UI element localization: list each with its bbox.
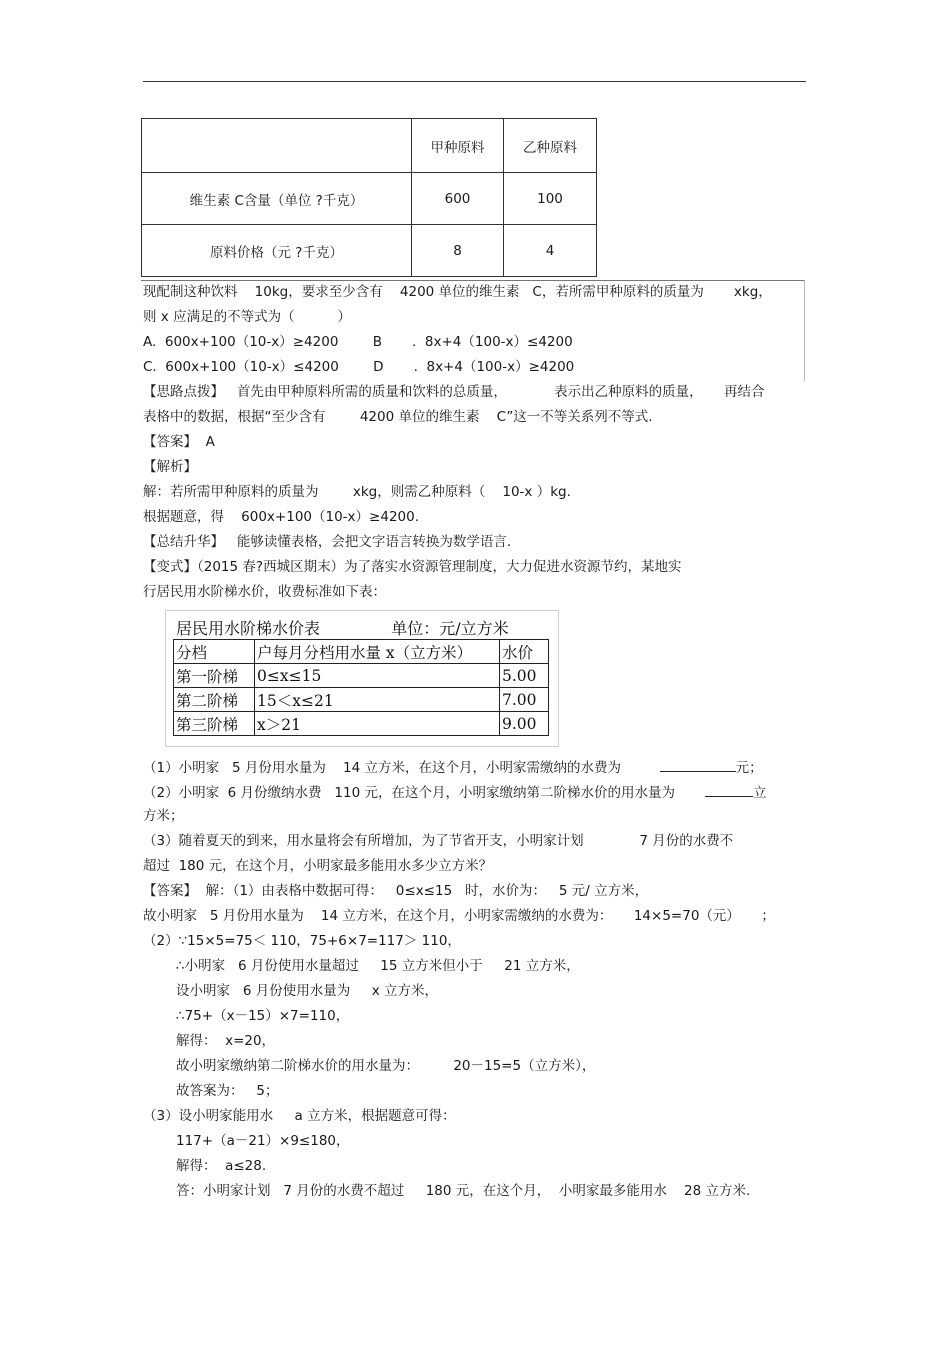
answer-blank xyxy=(660,757,736,772)
subquestion-text: （2）小明家 6 月份缴纳水费 110 元，在这个月，小明家缴纳第二阶梯水价的用水量为 xyxy=(143,785,706,801)
table-cell: 4 xyxy=(504,225,597,277)
table-cell: 9.00 xyxy=(500,712,549,736)
solution-line: 设小明家 6 月份使用水量为 x 立方米， xyxy=(176,983,438,999)
table-cell: 8 xyxy=(412,225,504,277)
water-price-table xyxy=(173,639,549,736)
solution-line: 解得： a≤28. xyxy=(176,1158,267,1174)
solution-line: 答：小明家计划 7 月份的水费不超过 180 元，在这个月， 小明家最多能用水 28 立方米. xyxy=(176,1183,751,1199)
solution-line: （3）设小明家能用水 a 立方米，根据题意可得： xyxy=(143,1108,456,1124)
subquestion-2-cont: 方米； xyxy=(143,808,184,824)
hint-line: 表格中的数据，根据“至少含有 4200 单位的维生素 C”这一不等关系列不等式. xyxy=(143,409,653,425)
solution-line: 解得： x=20， xyxy=(176,1033,276,1049)
table-cell xyxy=(142,119,412,173)
options-cd: C. 600x+100（10-x）≤4200 D . 8x+4（100-x）≥4200 xyxy=(143,359,575,375)
hint-line: 【思路点拨】 首先由甲种原料所需的质量和饮料的总质量， 表示出乙种原料的质量， 再结合 xyxy=(143,384,765,400)
solution-line: 故小明家 5 月份用水量为 14 立方米，在这个月，小明家需缴纳的水费为： 14×5=70（元） ； xyxy=(143,908,775,924)
table-row xyxy=(142,119,597,173)
ingredient-table xyxy=(141,118,597,277)
solution-line: ∴小明家 6 月份使用水量超过 15 立方米但小于 21 立方米， xyxy=(176,958,580,974)
question-line: 现配制这种饮料 10kg，要求至少含有 4200 单位的维生素 C，若所需甲种原料的质量为 xkg， xyxy=(143,284,772,300)
table-row xyxy=(142,173,597,225)
question-line: 则 x 应满足的不等式为（ ） xyxy=(143,309,351,325)
solution-line: 117+（a－21）×9≤180， xyxy=(176,1133,350,1149)
answer-blank xyxy=(705,782,753,797)
table-row xyxy=(174,712,549,736)
table-cell: 第三阶梯 xyxy=(174,712,255,736)
table-header: 甲种原料 xyxy=(412,119,504,173)
analysis-label: 【解析】 xyxy=(143,459,197,475)
table-header: 乙种原料 xyxy=(504,119,597,173)
analysis-line: 解：若所需甲种原料的质量为 xkg，则需乙种原料（ 10-x ）kg. xyxy=(143,484,571,500)
options-ab: A. 600x+100（10-x）≥4200 B . 8x+4（100-x）≤4200 xyxy=(143,334,573,350)
subquestion-text: （1）小明家 5 月份用水量为 14 立方米，在这个月，小明家需缴纳的水费为 xyxy=(143,760,660,776)
water-price-table-title: 居民用水阶梯水价表 单位：元/立方米 xyxy=(176,619,509,638)
table-header: 分档 xyxy=(174,640,255,664)
table-header: 水价 xyxy=(500,640,549,664)
solution-line: （2）∵15×5=75＜ 110，75+6×7=117＞ 110， xyxy=(143,933,461,949)
table-row xyxy=(174,664,549,688)
variant-line: 【变式】（2015 春?西城区期末）为了落实水资源管理制度，大力促进水资源节约，某地实 xyxy=(143,559,682,575)
subquestion-text: 元； xyxy=(735,760,763,776)
summary-line: 【总结升华】 能够读懂表格，会把文字语言转换为数学语言. xyxy=(143,534,512,550)
answer-line: 【答案】 A xyxy=(143,434,215,450)
table-cell: 600 xyxy=(412,173,504,225)
solution-line: 故小明家缴纳第二阶梯水价的用水量为： 20－15=5（立方米）， xyxy=(176,1058,596,1074)
table-header: 户每月分档用水量 x（立方米） xyxy=(255,640,500,664)
table-cell: 15＜x≤21 xyxy=(255,688,500,712)
table-cell: x＞21 xyxy=(255,712,500,736)
table-cell: 维生素 C含量（单位 ?千克） xyxy=(142,173,412,225)
analysis-line: 根据题意，得 600x+100（10-x）≥4200. xyxy=(143,509,419,525)
table-cell: 第二阶梯 xyxy=(174,688,255,712)
table-row xyxy=(174,640,549,664)
water-price-table-image xyxy=(165,610,559,747)
subquestion-1 xyxy=(143,757,763,777)
subquestion-text: 立 xyxy=(753,785,767,801)
table-cell: 原料价格（元 ?千克） xyxy=(142,225,412,277)
subquestion-2 xyxy=(143,782,767,802)
solution-line: 【答案】 解：（1）由表格中数据可得： 0≤x≤15 时，水价为： 5 元/ 立方米， xyxy=(143,883,649,899)
table-cell: 5.00 xyxy=(500,664,549,688)
solution-line: ∴75+（x－15）×7=110， xyxy=(176,1008,350,1024)
subquestion-3: （3）随着夏天的到来，用水量将会有所增加，为了节省开支，小明家计划 7 月份的水费不 xyxy=(143,833,734,849)
solution-line: 故答案为： 5； xyxy=(176,1083,279,1099)
header-rule xyxy=(143,81,806,82)
table-cell: 100 xyxy=(504,173,597,225)
subquestion-3-cont: 超过 180 元，在这个月，小明家最多能用水多少立方米？ xyxy=(143,858,493,874)
table-cell: 第一阶梯 xyxy=(174,664,255,688)
variant-line: 行居民用水阶梯水价，收费标准如下表： xyxy=(143,584,386,600)
table-row xyxy=(142,225,597,277)
table-cell: 7.00 xyxy=(500,688,549,712)
table-row xyxy=(174,688,549,712)
table-cell: 0≤x≤15 xyxy=(255,664,500,688)
